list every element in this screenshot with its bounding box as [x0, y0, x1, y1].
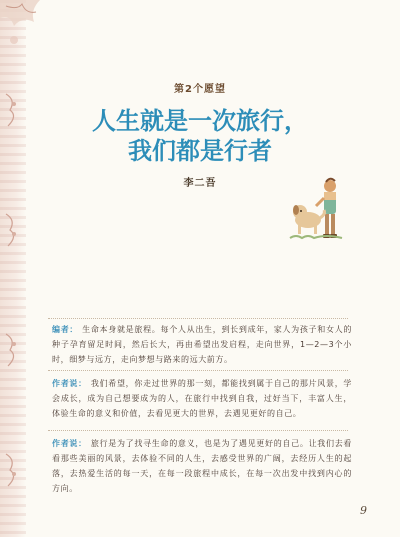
corner-ornament-icon	[0, 0, 60, 70]
paragraph-text: 生命本身就是旅程。每个人从出生，到长到成年，家人为孩子和女人的种子孕育留足时间，然后长大，再由希望出发启程，走向世界，1—2—3个小时，细梦与远方，走向梦想与路来的远大前方。	[52, 325, 352, 364]
divider-line	[48, 430, 348, 431]
paragraph-text: 旅行是为了找寻生命的意义，也是为了遇见更好的自己。让我们去看看那些美丽的风景，去体验不同的人生，去感受世界的广阔，去经历人生的起落，去热爱生活的每一天，在每一段旅程中成长，在每一次出发中找到内心的方向。	[52, 439, 352, 493]
person-with-dog-illustration	[286, 176, 356, 244]
divider-line	[48, 370, 348, 371]
paragraph-1	[52, 322, 352, 367]
divider-line	[48, 318, 348, 319]
paragraph-text: 我们希望，你走过世界的那一刻，都能找到属于自己的那片风景，学会成长，成为自己想要成为的人，在旅行中找到自我，过好当下，丰富人生，体验生命的意义和价值，去看见更大的世界，去遇见更好的自己。	[52, 379, 352, 418]
chapter-label: 第2个愿望	[174, 84, 226, 95]
side-ornament-icon	[2, 330, 24, 370]
title-line-2: 我们都是行者	[128, 137, 272, 165]
side-ornament-icon	[2, 450, 24, 490]
side-ornament-icon	[2, 210, 24, 250]
page-title	[0, 106, 400, 166]
paragraph-lead: 作者说：	[52, 379, 87, 388]
paragraph-lead: 编者：	[52, 325, 79, 334]
title-line-1: 人生就是一次旅行，	[92, 107, 308, 135]
paragraph-3	[52, 436, 352, 496]
page-number: 9	[360, 504, 367, 517]
paragraph-2	[52, 376, 352, 421]
author-name: 李二吾	[183, 178, 217, 189]
paragraph-lead: 作者说：	[52, 439, 87, 448]
